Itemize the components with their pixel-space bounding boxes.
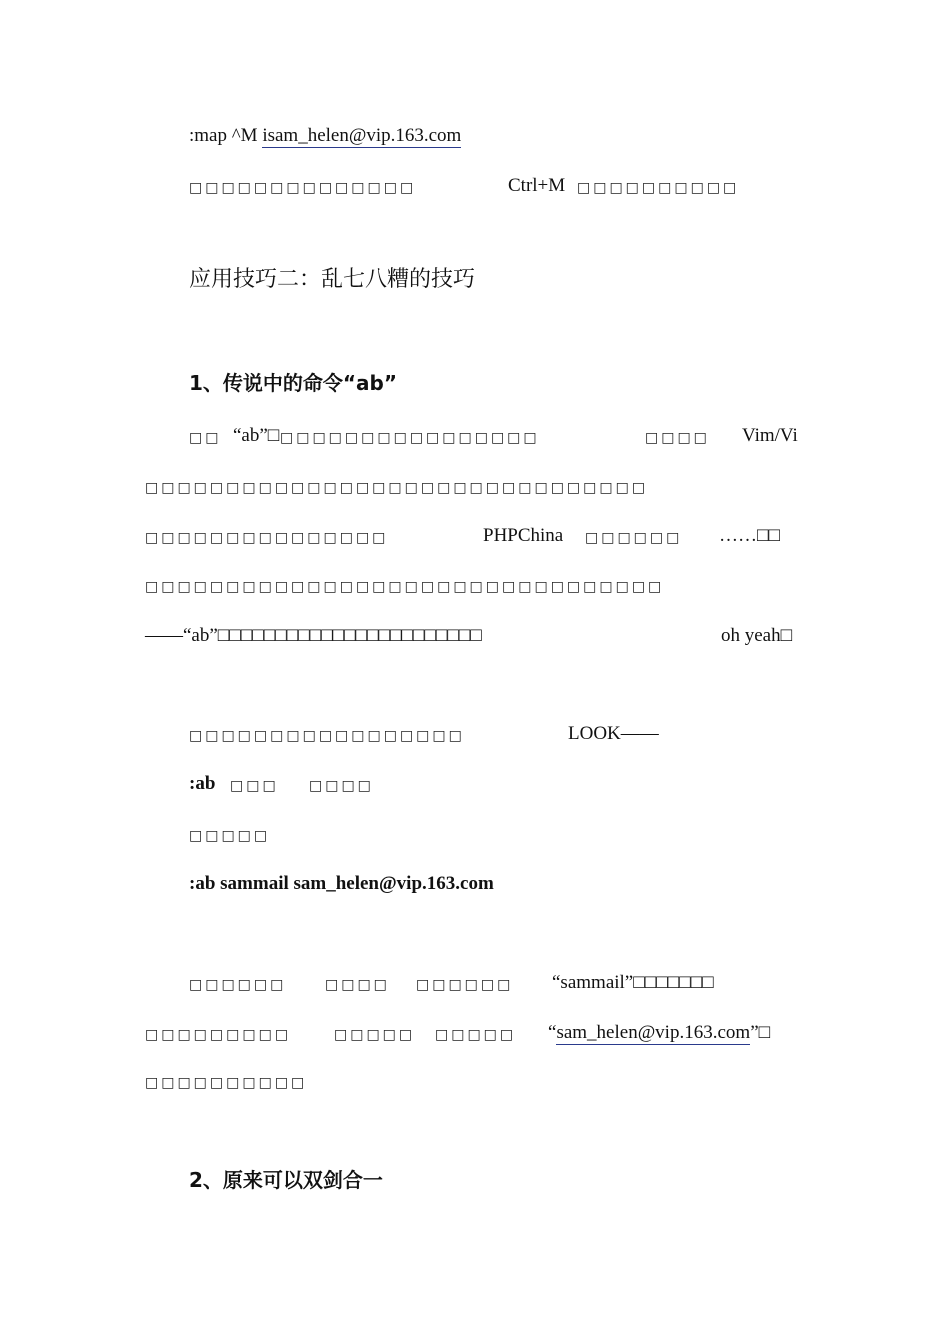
ctrl-m-line — [189, 174, 740, 198]
paragraph-1-line-5 — [145, 624, 825, 648]
section-heading: 应用技巧二：乱七八糟的技巧 — [189, 267, 476, 292]
paragraph-1-line-1 — [145, 424, 825, 448]
ab-syntax-line — [189, 772, 489, 796]
p1-l3-text-c: □□□□□□ — [585, 530, 683, 546]
paragraph-1-line-2: □□□□□□□□□□□□□□□□□□□□□□□□□□□□□□□ — [145, 480, 649, 496]
paragraph-1-line-3 — [145, 524, 825, 548]
p1-l5-text-a: ——“ab”□□□□□□□□□□□□□□□□□□□□□□□ — [145, 625, 482, 646]
p3-l2-text-c: □□□□□ — [435, 1027, 517, 1043]
p3-l2-quote-open: “ — [548, 1022, 557, 1043]
paragraph-1-line-4: □□□□□□□□□□□□□□□□□□□□□□□□□□□□□□□□ — [145, 579, 665, 595]
paragraph-3-line-2 — [145, 1021, 825, 1045]
p3-l1-text-c: □□□□□□ — [416, 977, 514, 993]
p3-l2-text-a: □□□□□□□□□ — [145, 1027, 292, 1043]
paragraph-3-line-3: □□□□□□□□□□ — [145, 1075, 308, 1091]
email-link[interactable]: isam_helen@vip.163.com — [262, 125, 462, 146]
map-command-line — [189, 124, 461, 148]
p1-l3-ellipsis: ……□□ — [719, 525, 780, 546]
example-label: □□□□□ — [189, 828, 271, 844]
ab-syntax-arg1: □□□ — [230, 778, 279, 794]
p2-l1-look: LOOK—— — [568, 723, 659, 744]
p1-l1-vim: Vim/Vi — [742, 425, 798, 446]
p3-l2-quote-close: ”□ — [750, 1022, 771, 1043]
subsection-heading-ab: 1、传说中的命令“ab” — [189, 371, 398, 395]
paragraph-2-line-1 — [189, 722, 689, 746]
p3-l1-text-b: □□□□ — [325, 977, 390, 993]
p3-l1-sammail: “sammail”□□□□□□□ — [552, 972, 714, 993]
p1-l1-ab: “ab”□ — [233, 425, 280, 446]
p1-l1-text-c: □□□□□□□□□□□□□□□□ — [280, 430, 540, 446]
ab-syntax-command: :ab — [189, 773, 216, 794]
p1-l3-phpchina: PHPChina — [483, 525, 564, 546]
p3-l1-text-a: □□□□□□ — [189, 977, 287, 993]
p3-l2-text-b: □□□□□ — [334, 1027, 416, 1043]
p1-l1-text-a: □□ — [189, 430, 222, 446]
p1-l3-text-a: □□□□□□□□□□□□□□□ — [145, 530, 389, 546]
p3-email-link[interactable]: sam_helen@vip.163.com — [556, 1022, 751, 1043]
subsection-heading-2: 2、原来可以双剑合一 — [189, 1168, 383, 1192]
p2-l1-text: □□□□□□□□□□□□□□□□□ — [189, 728, 465, 744]
ctrl-m-text-left: □□□□□□□□□□□□□□ — [189, 180, 417, 196]
ctrl-m-text-right: □□□□□□□□□□ — [577, 180, 740, 196]
p3-l2-email-group — [548, 1021, 770, 1045]
ab-example-command: :ab sammail sam_helen@vip.163.com — [189, 873, 494, 894]
p1-l1-text-d: □□□□ — [645, 430, 710, 446]
map-command-prefix: :map ^M — [189, 125, 263, 146]
ab-syntax-arg2: □□□□ — [309, 778, 374, 794]
p1-l5-oh-yeah: oh yeah□ — [721, 625, 793, 646]
paragraph-3-line-1 — [189, 971, 749, 995]
ctrl-m-key: Ctrl+M — [508, 175, 566, 196]
